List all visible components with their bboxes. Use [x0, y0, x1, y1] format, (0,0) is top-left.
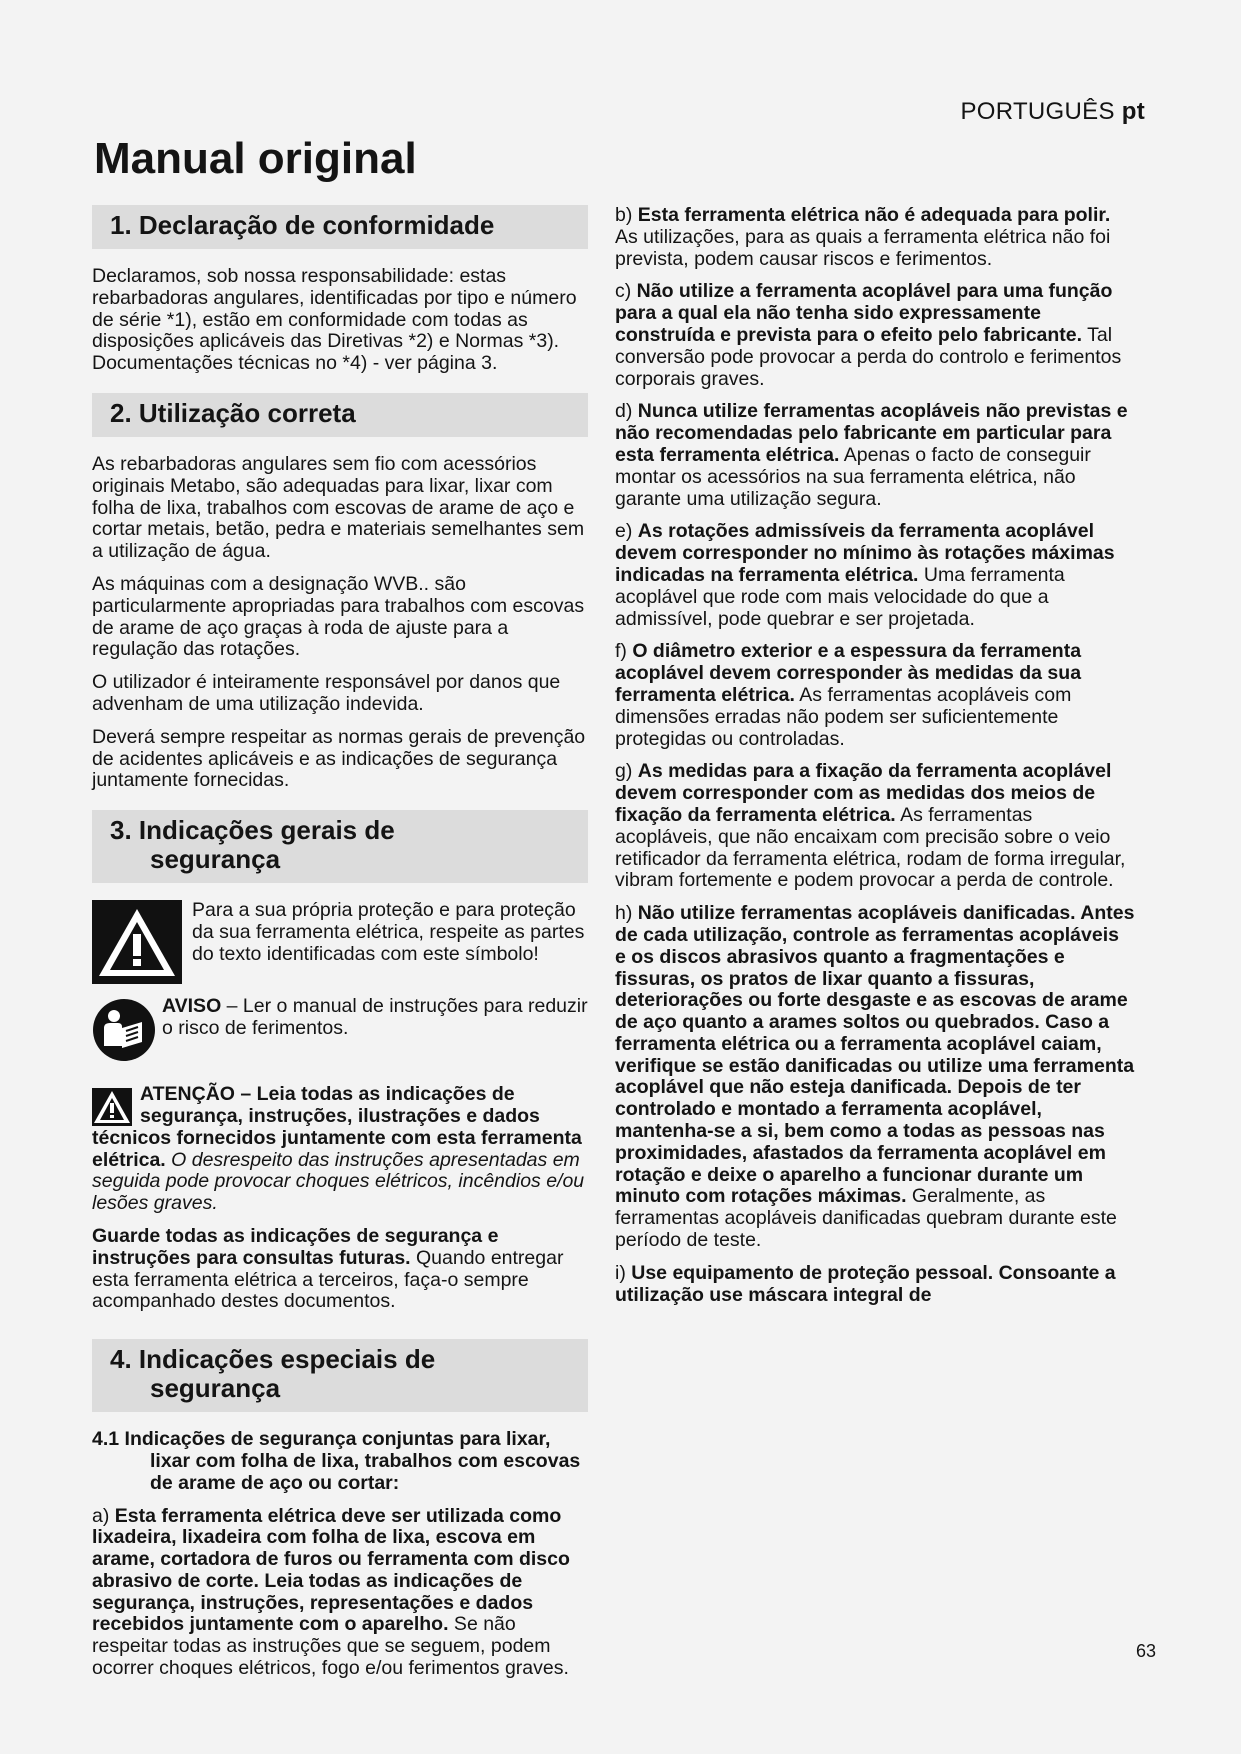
section-4-1-subheading: 4.1 Indicações de segurança conjuntas para lixar, lixar com folha de lixa, trabalhos com escovas de arame de aço ou cortar:: [92, 1428, 581, 1494]
warning-small-triangle-icon: [92, 1088, 132, 1126]
language-name: PORTUGUÊS: [960, 98, 1115, 125]
aviso-body: – Ler o manual de instruções para reduzir o risco de ferimentos.: [162, 995, 588, 1039]
section-2-paragraph-2: As máquinas com a designação WVB.. são particularmente apropriadas para trabalhos com escovas de arame de aço graças à roda de ajuste para a regulação das rotações.: [92, 572, 585, 661]
warning-triangle-icon: [92, 900, 182, 984]
item-a-bold: Esta ferramenta elétrica deve ser utilizada como lixadeira, lixadeira com folha de lixa, escova em arame, cortadora de furos ou ferramenta com disco abrasivo de corte. Leia todas as indicações de segurança, instruções, representações e dados recebidos juntamente com o aparelho.: [92, 1504, 570, 1636]
right-column: [615, 205, 1135, 1317]
item-e-bold: As rotações admissíveis da ferramenta acoplável devem corresponder no mínimo às rotações máximas indicadas na ferramenta elétrica.: [615, 520, 1115, 586]
item-f: f) O diâmetro exterior e a espessura da ferramenta acoplável devem corresponder às medidas da sua ferramenta elétrica. As ferramentas acopláveis com dimensões erradas não podem ser suficientemente protegidas ou controladas.: [615, 640, 1082, 750]
item-g: g) As medidas para a fixação da ferramenta acoplável devem corresponder com as medidas dos meios de fixação da ferramenta elétrica. As ferramentas acopláveis, que não encaixam com precisão sobre o veio retificador da ferramenta elétrica, rodam de forma irregular, vibram fortemente e podem provocar a perda de controle.: [615, 760, 1126, 892]
warning-symbol-note: [92, 900, 588, 984]
section-3-heading-line-2: segurança: [150, 844, 281, 875]
item-i: i) Use equipamento de proteção pessoal. Consoante a utilização use máscara integral de: [615, 1261, 1116, 1306]
section-2-paragraph-3: O utilizador é inteiramente responsável por danos que advenham de uma utilização indevida.: [92, 671, 561, 715]
page-number: 63: [1136, 1641, 1157, 1661]
item-h: h) Não utilize ferramentas acopláveis danificadas. Antes de cada utilização, controle as ferramentas acopláveis e os discos abrasivos quanto a fragmentações e fissuras, os pratos de lixar quanto a fissuras, deteriorações ou forte desgaste e as escovas de arame de aço quanto a arames soltos ou quebrados. Caso a ferramenta elétrica ou a ferramenta acoplável caiam, verifique se estão danificadas ou utilize uma ferramenta acoplável que não esteja danificada. Depois de ter controlado e montado a ferramenta acoplável, mantenha-se a si, bem como a todas as pessoas nas proximidades, afastados da ferramenta acoplável em rotação e deixe o aparelho a funcionar durante um minuto com rotações máximas. Geralmente, as ferramentas acopláveis danificadas quebram durante este período de teste.: [615, 902, 1135, 1252]
atencao-paragraph: [92, 1084, 588, 1215]
section-1-paragraph: Declaramos, sob nossa responsabilidade: estas rebarbadoras angulares, identificadas por tipo e número de série *1), estão em conformidade com todas as disposições aplicáveis das Diretivas *2) e Normas *3). Documentações técnicas no *4) - ver página 3.: [92, 265, 577, 375]
section-3-heading: [92, 810, 588, 883]
item-h-bold: Não utilize ferramentas acopláveis danificadas. Antes de cada utilização, controle as ferramentas acopláveis e os discos abrasivos quanto a fragmentações e fissuras, os pratos de lixar quanto a fissuras, deteriorações ou forte desgaste e as escovas de arame de aço quanto a arames soltos ou quebrados. Caso a ferramenta elétrica ou a ferramenta acoplável caiam, verifique se estão danificadas ou utilize uma ferramenta acoplável que não esteja danificada. Depois de ter controlado e montado a ferramenta acoplável, mantenha-se a si, bem como a todas as pessoas nas proximidades, afastados da ferramenta acoplável em rotação e deixe o aparelho a funcionar durante um minuto com rotações máximas.: [615, 902, 1135, 1208]
item-i-bold: Use equipamento de proteção pessoal. Consoante a utilização use máscara integral de: [615, 1261, 1116, 1306]
aviso-note: [92, 996, 588, 1062]
section-4-heading: [92, 1339, 588, 1412]
section-2-paragraph-4: Deverá sempre respeitar as normas gerais de prevenção de acidentes aplicáveis e as indicações de segurança juntamente fornecidas.: [92, 725, 586, 792]
read-manual-icon: [92, 998, 156, 1062]
item-b: b) Esta ferramenta elétrica não é adequada para polir. As utilizações, para as quais a ferramenta elétrica não foi prevista, podem causar riscos e ferimentos.: [615, 204, 1111, 270]
section-3-heading-line-1: 3. Indicações gerais de: [110, 815, 395, 846]
item-d-bold: Nunca utilize ferramentas acopláveis não previstas e não recomendadas pelo fabricante em particular para esta ferramenta elétrica.: [615, 400, 1128, 466]
aviso-text: [162, 996, 588, 1040]
section-2-paragraph-1: As rebarbadoras angulares sem fio com acessórios originais Metabo, são adequadas para lixar, lixar com folha de lixa, trabalhos com escovas de arame de aço e cortar metais, betão, pedra e materiais semelhantes sem a utilização de água.: [92, 452, 585, 563]
atencao-bold-text: ATENÇÃO – Leia todas as indicações de segurança, instruções, ilustrações e dados técnicos fornecidos juntamente com esta ferramenta elétrica.: [92, 1083, 582, 1171]
item-c-text: Tal conversão pode provocar a perda do controlo e ferimentos corporais graves.: [615, 323, 1122, 390]
item-e-text: Uma ferramenta acoplável que rode com mais velocidade do que a admissível, pode quebrar e ser projetada.: [615, 563, 1065, 630]
document-title: Manual original: [94, 134, 417, 183]
item-h-text: Geralmente, as ferramentas acopláveis danificadas quebram durante este período de teste.: [615, 1185, 1117, 1252]
item-a-text: Se não respeitar todas as instruções que se seguem, podem ocorrer choques elétricos, fogo e/ou ferimentos graves.: [92, 1613, 569, 1680]
aviso-label: AVISO: [162, 995, 222, 1018]
item-d-text: Apenas o facto de conseguir montar os acessórios na sua ferramenta elétrica, não garante uma utilização segura.: [615, 443, 1091, 510]
item-d: d) Nunca utilize ferramentas acopláveis não previstas e não recomendadas pelo fabricante em particular para esta ferramenta elétrica. Apenas o facto de conseguir montar os acessórios na sua ferramenta elétrica, não garante uma utilização segura.: [615, 400, 1128, 510]
item-b-bold: Esta ferramenta elétrica não é adequada para polir.: [637, 204, 1111, 226]
item-g-bold: As medidas para a fixação da ferramenta acoplável devem corresponder com as medidas dos meios de fixação da ferramenta elétrica.: [615, 760, 1112, 826]
item-f-text: As ferramentas acopláveis com dimensões erradas não podem ser suficientemente protegidas ou controladas.: [615, 683, 1072, 750]
atencao-italic-text: O desrespeito das instruções apresentadas em seguida pode provocar choques elétricos, incêndios e/ou lesões graves.: [92, 1148, 585, 1215]
language-code: pt: [1121, 98, 1145, 125]
guarde-paragraph: [92, 1226, 588, 1313]
item-b-text: As utilizações, para as quais a ferramenta elétrica não foi prevista, podem causar riscos e ferimentos.: [615, 225, 1111, 270]
item-e: e) As rotações admissíveis da ferramenta acoplável devem corresponder no mínimo às rotações máximas indicadas na ferramenta elétrica. Uma ferramenta acoplável que rode com mais velocidade do que a admissível, pode quebrar e ser projetada.: [615, 520, 1115, 630]
item-c-bold: Não utilize a ferramenta acoplável para uma função para a qual ela não tenha sido expressamente construída e prevista para o efeito pelo fabricante.: [615, 280, 1113, 346]
item-g-text: As ferramentas acopláveis, que não encaixam com precisão sobre o veio retificador da ferramenta elétrica, rodam de forma irregular, vibram fortemente e podem provocar a perda de controle.: [615, 803, 1126, 892]
item-f-bold: O diâmetro exterior e a espessura da ferramenta acoplável devem corresponder às medidas da sua ferramenta elétrica.: [615, 640, 1082, 706]
guarde-bold-text: Guarde todas as indicações de segurança e instruções para consultas futuras.: [92, 1224, 499, 1269]
section-2-heading: 2. Utilização correta: [92, 393, 588, 437]
item-c: c) Não utilize a ferramenta acoplável para uma função para a qual ela não tenha sido expressamente construída e prevista para o efeito pelo fabricante. Tal conversão pode provocar a perda do controlo e ferimentos corporais graves.: [615, 280, 1122, 390]
symbol-note-text: Para a sua própria proteção e para proteção da sua ferramenta elétrica, respeite as partes do texto identificadas com este símbolo!: [192, 899, 585, 965]
section-1-heading: 1. Declaração de conformidade: [92, 205, 588, 249]
language-indicator: [960, 98, 1145, 126]
section-4-heading-line-2: segurança: [150, 1373, 281, 1404]
item-a: a) Esta ferramenta elétrica deve ser utilizada como lixadeira, lixadeira com folha de lixa, escova em arame, cortadora de furos ou ferramenta com disco abrasivo de corte. Leia todas as indicações de segurança, instruções, representações e dados recebidos juntamente com o aparelho. Se não respeitar todas as instruções que se seguem, podem ocorrer choques elétricos, fogo e/ou ferimentos graves.: [92, 1504, 570, 1680]
guarde-body-text: Quando entregar esta ferramenta elétrica a terceiros, faça-o sempre acompanhado destes documentos.: [92, 1246, 564, 1313]
left-column: [92, 205, 588, 1691]
section-4-heading-line-1: 4. Indicações especiais de: [110, 1344, 436, 1375]
